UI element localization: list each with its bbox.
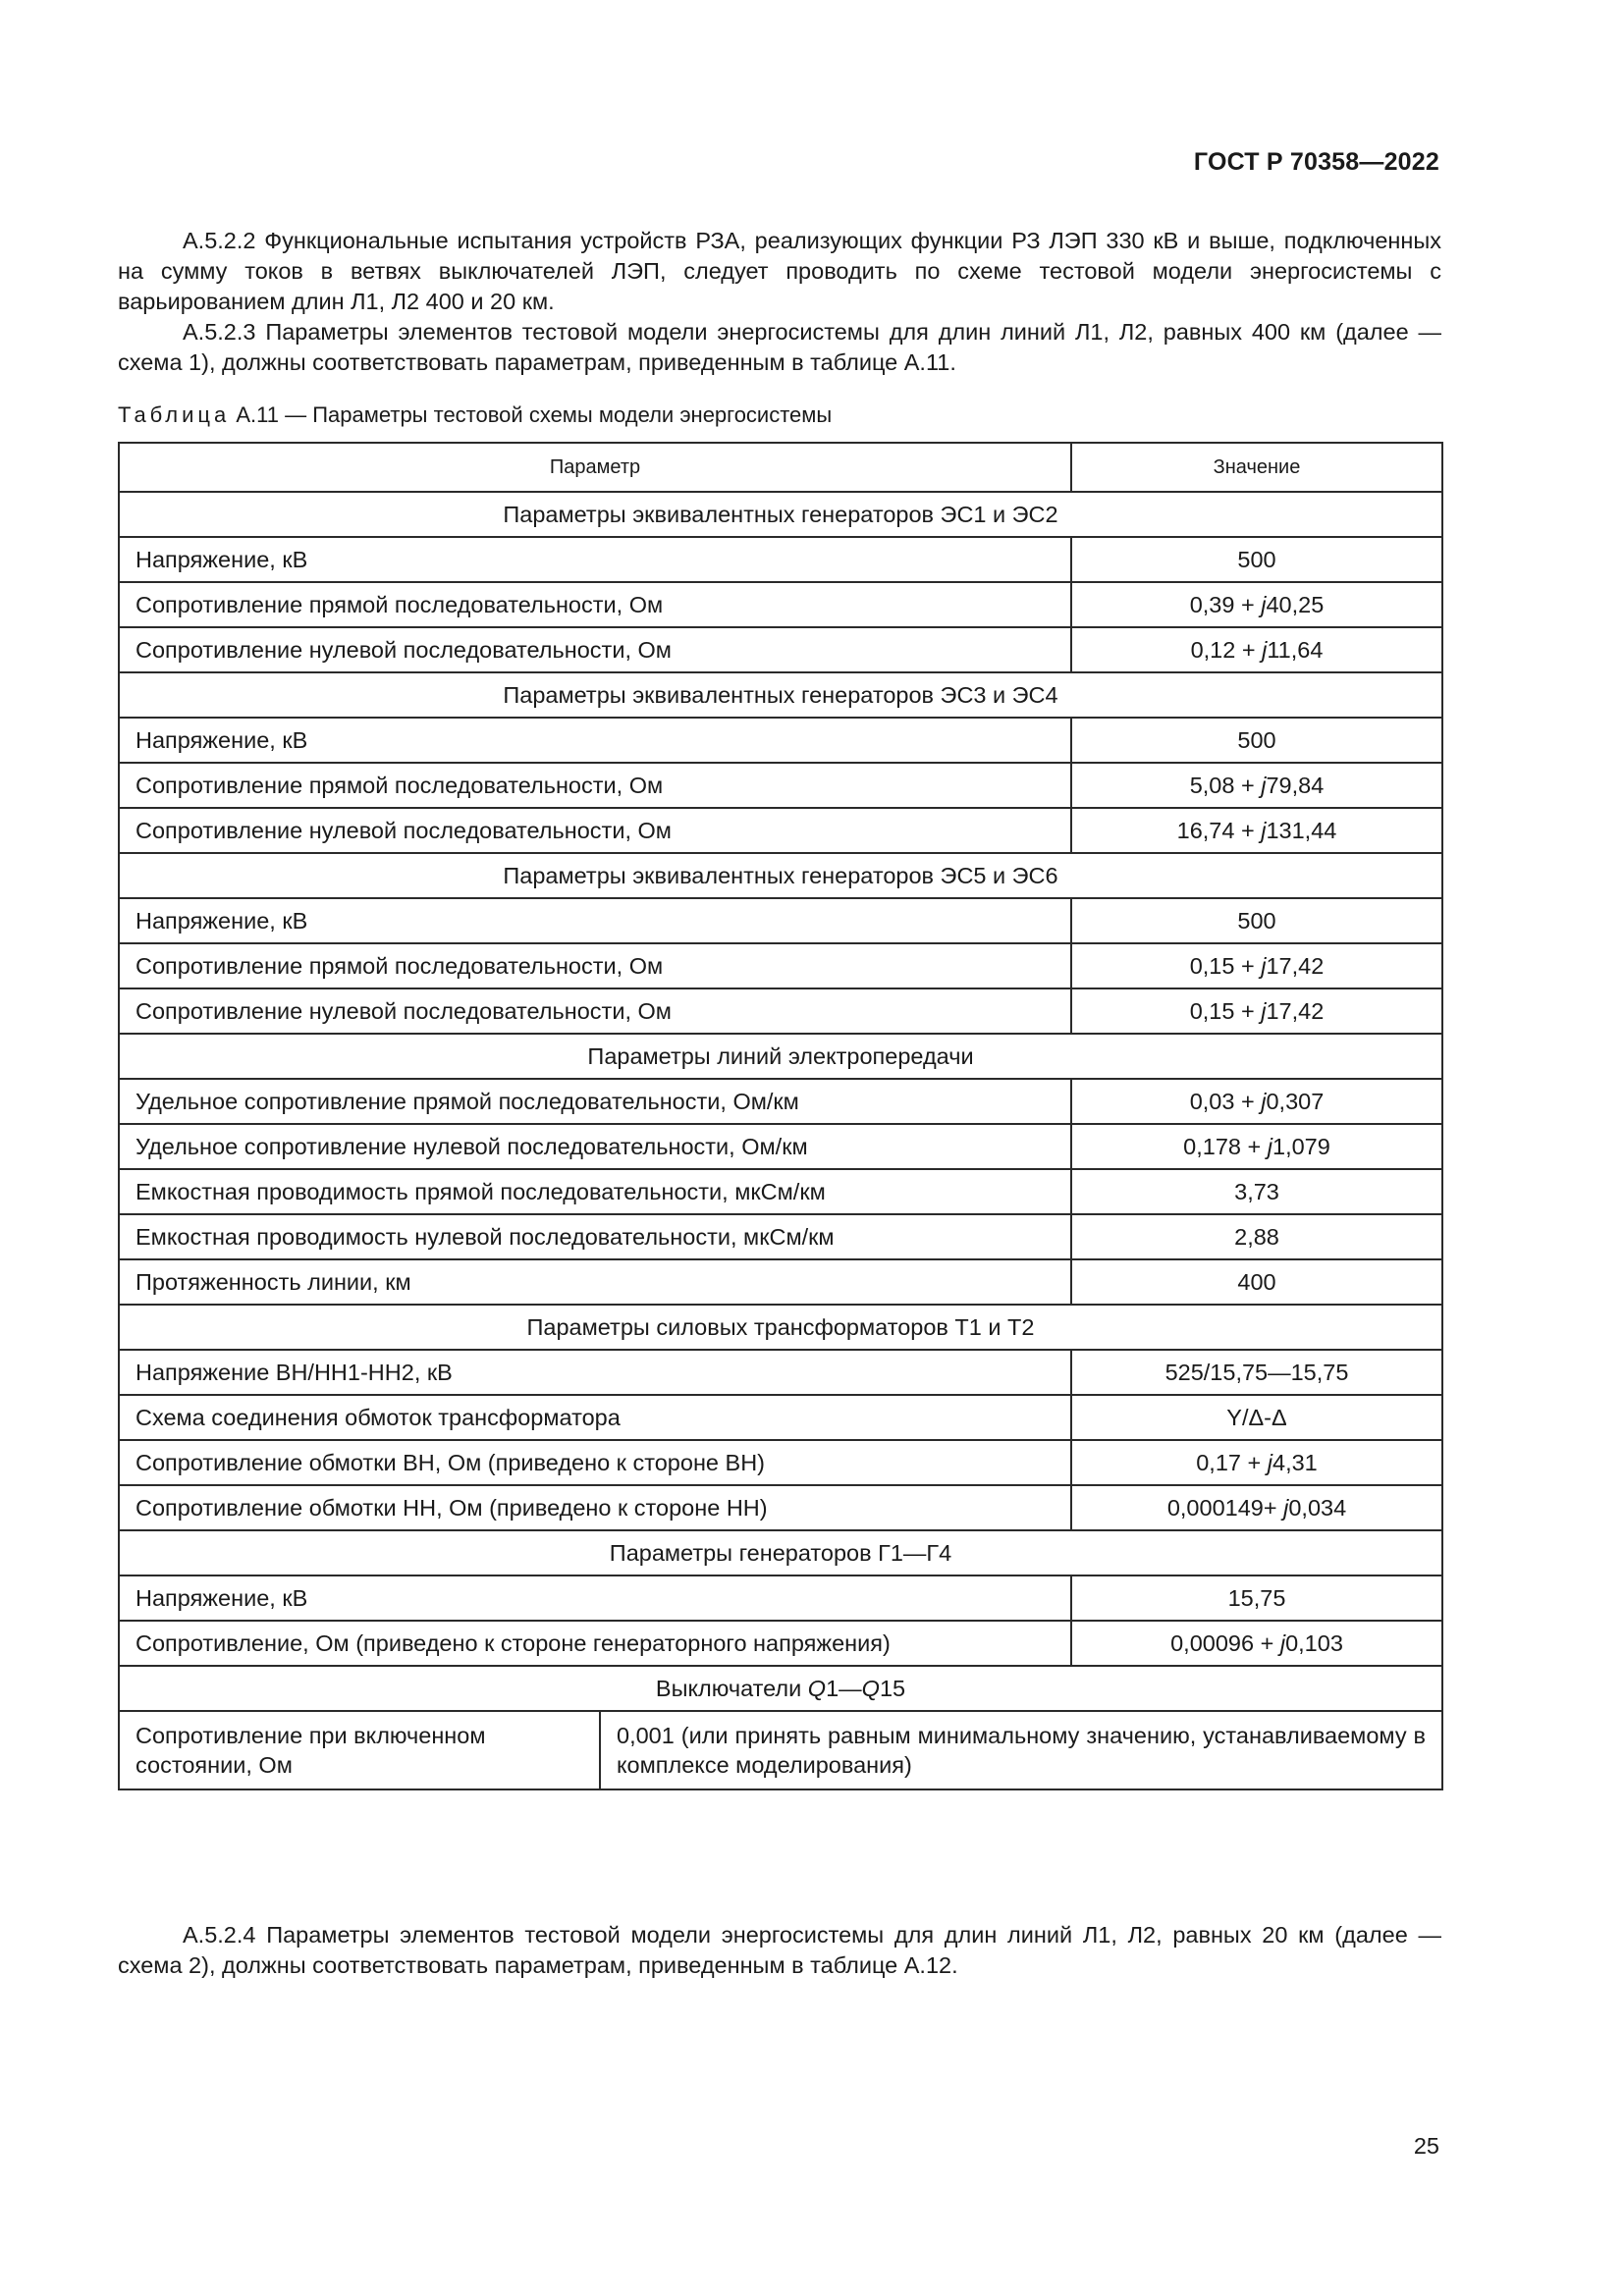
parameter-cell: Сопротивление нулевой последовательности, Ом — [119, 627, 1071, 672]
table-header-row — [119, 443, 1442, 492]
parameter-cell: Емкостная проводимость прямой последовательности, мкСм/км — [119, 1169, 1071, 1214]
parameters-table — [118, 442, 1443, 1790]
table-row — [119, 763, 1442, 808]
table-row — [119, 1621, 1442, 1666]
paragraph-a5-2-4: А.5.2.4 Параметры элементов тестовой модели энергосистемы для длин линий Л1, Л2, равных 20 км (далее — схема 2), должны соответствовать параметрам, приведенным в таблице А.12. — [118, 1922, 1441, 1978]
table-row — [119, 1711, 1442, 1789]
table-row — [119, 1575, 1442, 1621]
section-title: Параметры эквивалентных генераторов ЭС5 и ЭС6 — [119, 853, 1442, 898]
table-row — [119, 1440, 1442, 1485]
section-title: Параметры генераторов Г1—Г4 — [119, 1530, 1442, 1575]
column-header-value: Значение — [1071, 443, 1442, 492]
parameters-table-body — [119, 443, 1442, 1789]
value-cell: Y/Δ-Δ — [1071, 1395, 1442, 1440]
value-cell: 16,74 + j131,44 — [1071, 808, 1442, 853]
parameter-cell: Удельное сопротивление нулевой последовательности, Ом/км — [119, 1124, 1071, 1169]
table-row — [119, 1485, 1442, 1530]
value-cell: 0,178 + j1,079 — [1071, 1124, 1442, 1169]
parameter-cell: Напряжение ВН/НН1-НН2, кВ — [119, 1350, 1071, 1395]
value-cell: 500 — [1071, 718, 1442, 763]
table-row — [119, 1124, 1442, 1169]
value-cell: 5,08 + j79,84 — [1071, 763, 1442, 808]
table-row — [119, 988, 1442, 1034]
table-row — [119, 582, 1442, 627]
section-title: Параметры эквивалентных генераторов ЭС3 и ЭС4 — [119, 672, 1442, 718]
parameter-cell: Протяженность линии, км — [119, 1259, 1071, 1305]
parameter-cell: Сопротивление нулевой последовательности, Ом — [119, 808, 1071, 853]
table-caption-word: Таблица — [118, 402, 231, 427]
parameter-cell: Сопротивление при включенном состоянии, Ом — [119, 1711, 600, 1789]
paragraph-a5-2-3: А.5.2.3 Параметры элементов тестовой модели энергосистемы для длин линий Л1, Л2, равных 400 км (далее — схема 1), должны соответствовать параметрам, приведенным в таблице А.11. — [118, 319, 1441, 375]
table-row — [119, 627, 1442, 672]
page-number: 25 — [1413, 2133, 1439, 2159]
document-header: ГОСТ Р 70358—2022 — [1193, 148, 1439, 176]
parameter-cell: Сопротивление обмотки НН, Ом (приведено к стороне НН) — [119, 1485, 1071, 1530]
table-caption-title: А.11 — Параметры тестовой схемы модели энергосистемы — [230, 402, 833, 427]
value-cell: 0,12 + j11,64 — [1071, 627, 1442, 672]
parameter-cell: Сопротивление прямой последовательности, Ом — [119, 582, 1071, 627]
table-section-row — [119, 672, 1442, 718]
table-row — [119, 1350, 1442, 1395]
column-header-parameter: Параметр — [119, 443, 1071, 492]
parameter-cell: Напряжение, кВ — [119, 1575, 1071, 1621]
table-caption — [118, 401, 832, 429]
table-row — [119, 808, 1442, 853]
value-cell: 0,15 + j17,42 — [1071, 988, 1442, 1034]
table-row — [119, 1395, 1442, 1440]
value-cell: 0,15 + j17,42 — [1071, 943, 1442, 988]
parameter-cell: Напряжение, кВ — [119, 537, 1071, 582]
table-section-row — [119, 853, 1442, 898]
table-row — [119, 718, 1442, 763]
value-cell: 0,39 + j40,25 — [1071, 582, 1442, 627]
parameter-cell: Схема соединения обмоток трансформатора — [119, 1395, 1071, 1440]
value-cell: 500 — [1071, 537, 1442, 582]
value-cell: 3,73 — [1071, 1169, 1442, 1214]
parameter-cell: Сопротивление обмотки ВН, Ом (приведено к стороне ВН) — [119, 1440, 1071, 1485]
table-row — [119, 1079, 1442, 1124]
parameter-cell: Напряжение, кВ — [119, 718, 1071, 763]
value-cell: 0,17 + j4,31 — [1071, 1440, 1442, 1485]
section-title: Параметры линий электропередачи — [119, 1034, 1442, 1079]
table-section-row — [119, 492, 1442, 537]
section-title: Параметры силовых трансформаторов Т1 и Т2 — [119, 1305, 1442, 1350]
section-title: Параметры эквивалентных генераторов ЭС1 и ЭС2 — [119, 492, 1442, 537]
value-cell: 0,03 + j0,307 — [1071, 1079, 1442, 1124]
value-cell: 400 — [1071, 1259, 1442, 1305]
parameter-cell: Емкостная проводимость нулевой последовательности, мкСм/км — [119, 1214, 1071, 1259]
table-section-row — [119, 1305, 1442, 1350]
table-row — [119, 1259, 1442, 1305]
value-cell: 0,001 (или принять равным минимальному значению, устанавливаемому в комплексе моделирования) — [600, 1711, 1442, 1789]
table-section-row — [119, 1530, 1442, 1575]
parameter-cell: Сопротивление, Ом (приведено к стороне генераторного напряжения) — [119, 1621, 1071, 1666]
table-row — [119, 943, 1442, 988]
parameter-cell: Сопротивление прямой последовательности, Ом — [119, 763, 1071, 808]
value-cell: 15,75 — [1071, 1575, 1442, 1621]
parameter-cell: Сопротивление нулевой последовательности, Ом — [119, 988, 1071, 1034]
value-cell: 500 — [1071, 898, 1442, 943]
table-row — [119, 1169, 1442, 1214]
value-cell: 0,00096 + j0,103 — [1071, 1621, 1442, 1666]
table-section-row — [119, 1034, 1442, 1079]
table-row — [119, 898, 1442, 943]
parameter-cell: Удельное сопротивление прямой последовательности, Ом/км — [119, 1079, 1071, 1124]
value-cell: 2,88 — [1071, 1214, 1442, 1259]
table-row — [119, 537, 1442, 582]
parameter-cell: Сопротивление прямой последовательности, Ом — [119, 943, 1071, 988]
value-cell: 525/15,75—15,75 — [1071, 1350, 1442, 1395]
section-title: Выключатели Q1—Q15 — [119, 1666, 1442, 1711]
table-row — [119, 1214, 1442, 1259]
parameter-cell: Напряжение, кВ — [119, 898, 1071, 943]
table-section-row — [119, 1666, 1442, 1711]
paragraph-a5-2-2: А.5.2.2 Функциональные испытания устройств РЗА, реализующих функции РЗ ЛЭП 330 кВ и выше, подключенных на сумму токов в ветвях выключателей ЛЭП, следует проводить по схеме тестовой модели энергосистемы с варьированием длин Л1, Л2 400 и 20 км. — [118, 228, 1441, 314]
value-cell: 0,000149+ j0,034 — [1071, 1485, 1442, 1530]
